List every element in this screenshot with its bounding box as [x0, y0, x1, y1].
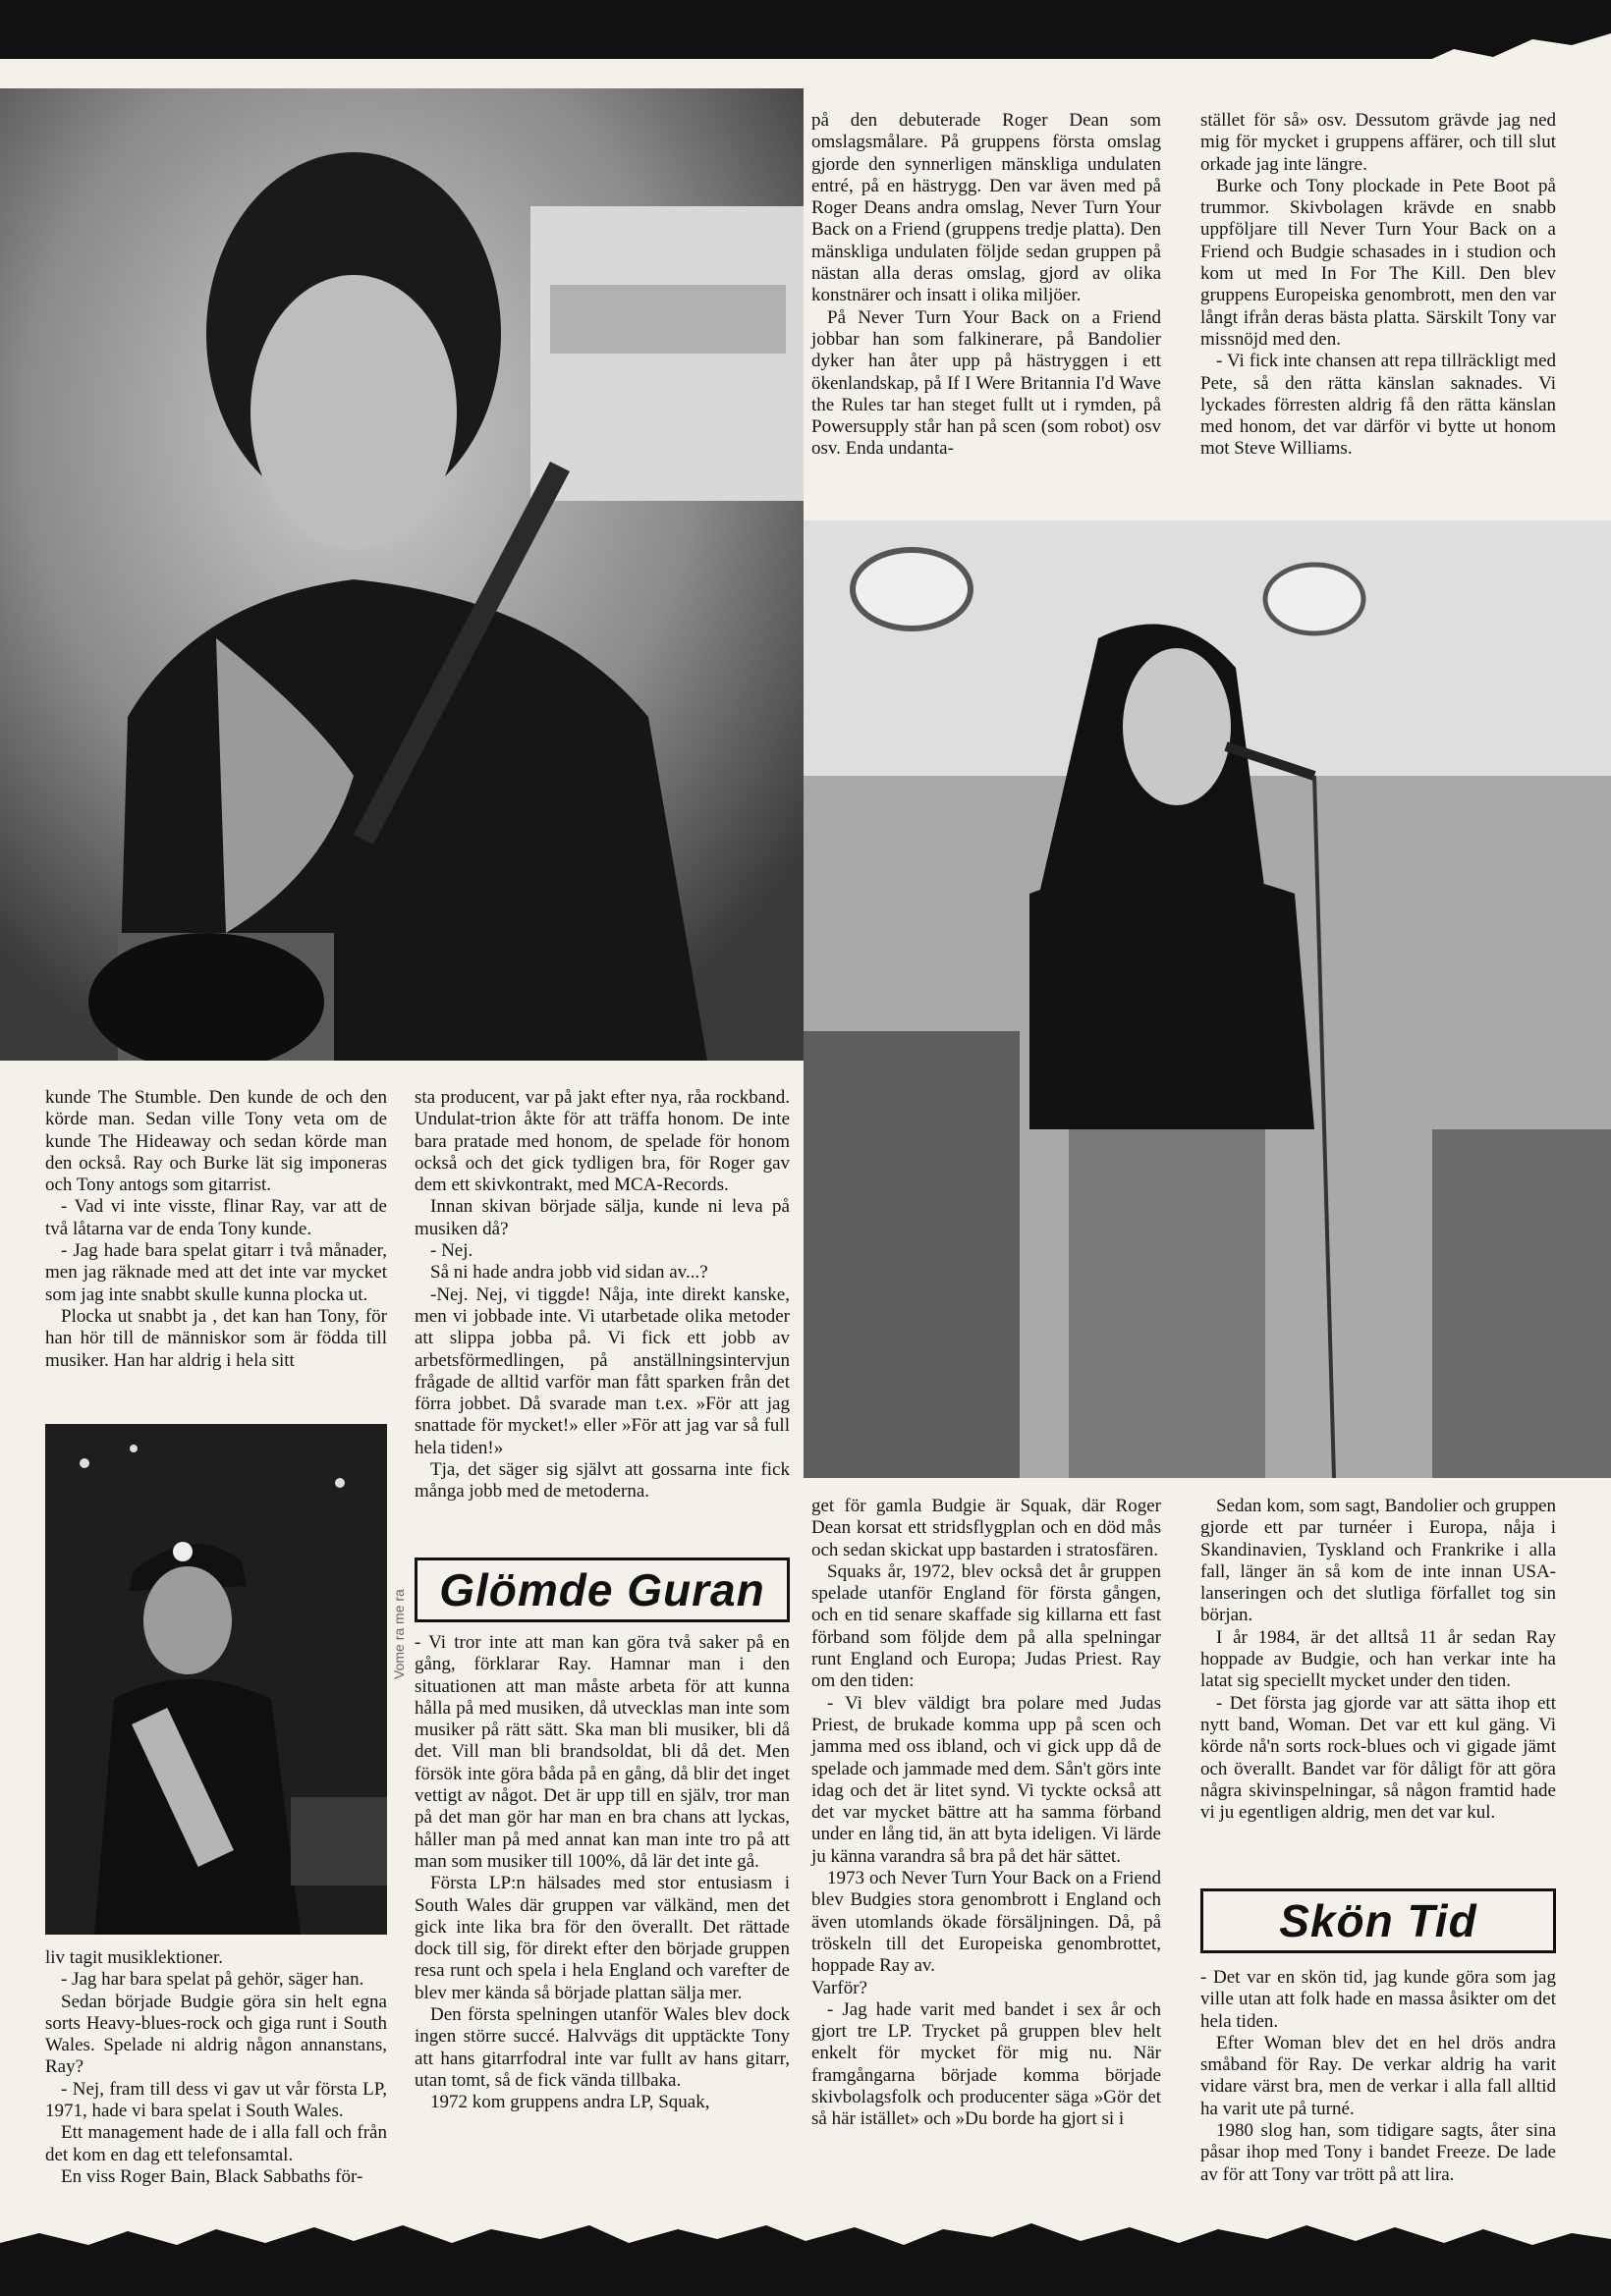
paragraph: get för gamla Budgie är Squak, där Roger Dean korsat ett stridsflygplan och en död mås och sedan skickat upp bastarden i stratosfären.: [811, 1496, 1161, 1560]
guitarist-photo-image: [0, 88, 804, 1061]
paragraph: - Nej, fram till dess vi gav ut vår första LP, 1971, hade vi bara spelat i South Wales.: [45, 2078, 387, 2122]
paragraph: liv tagit musiklektioner.: [45, 1947, 224, 1968]
paragraph: - Jag hade varit med bandet i sex år och gjort tre LP. Trycket på gruppen blev helt enkelt för mycket för mig nu. När framgångarna började komma började skivbolagsfolk och producenter säga »Gör det så här istället» och »Du borde ha gjort si i: [811, 1998, 1161, 2130]
column-top-middle: [811, 110, 1161, 461]
paragraph: sta producent, var på jakt efter nya, råa rockband. Undulat-trion åkte för att träffa honom. De inte bara pratade med honom, de spelade för honom också och det gick tydligen bra, för Roger gav dem ett skivkontrakt, med MCA-Records.: [415, 1087, 790, 1196]
column-middle-lower: [415, 1632, 790, 2114]
column-right-b-lower: [1200, 1967, 1556, 2186]
paragraph: I år 1984, är det alltså 11 år sedan Ray hoppade av Budgie, och han verkar inte ha latat sig speciellt mycket under den tiden.: [1200, 1626, 1556, 1692]
paragraph: 1980 slog han, som tidigare sagts, åter sina påsar ihop med Tony i bandet Freeze. De lade av för att Tony var trött på att lira.: [1200, 2120, 1556, 2185]
paragraph: på den debuterade Roger Dean som omslagsmålare. På gruppens första omslag gjorde den synnerligen mänskliga undulaten entré, på en hästrygg. Den var även med på Roger Deans andra omslag, Never Turn Your Back on a Friend (gruppens tredje platta). Den mänskliga undulaten följde sedan gruppen på nästan alla deras omslag, gjord av olika konstnärer och insatt i olika miljöer.: [811, 110, 1161, 306]
paragraph: - Jag hade bara spelat gitarr i två månader, men jag räknade med att det inte var mycket som jag inte snabbt skulle kunna plocka ut.: [45, 1240, 387, 1305]
paragraph: Plocka ut snabbt ja , det kan han Tony, för han hör till de människor som är födda till musiker. Han har aldrig i hela sitt: [45, 1305, 387, 1371]
paragraph: - Nej.: [430, 1240, 473, 1262]
paragraph: -Nej. Nej, vi tiggde! Nåja, inte direkt kanske, men vi jobbade inte. Vi utarbetade olika metoder att slippa jobba på. Vi fick ett jobb av arbetsförmedlingen, på anställningsintervjun frågade de alltid varför man fått sparken från det förra jobbet. Då svarade man t.ex. »För att jag snattade för mycket!» eller »För att jag var så full hela tiden!»: [415, 1284, 790, 1458]
paragraph: kunde The Stumble. Den kunde de och den körde man. Sedan ville Tony veta om de kunde The Hideaway och sedan körde man den också. Ray och Burke lät sig imponeras och Tony antogs som gitarrist.: [45, 1087, 387, 1196]
column-left-upper: [45, 1087, 387, 1372]
paragraph: En viss Roger Bain, Black Sabbaths för-: [61, 2165, 363, 2187]
paragraph: - Vi tror inte att man kan göra två saker på en gång, förklarar Ray. Hamnar man i den situationen att man måste arbeta för att kunna hålla på med musiken, då utvecklas man inte som musiker på rätt sätt. Ska man bli musiker, bli då det. Vill man bli brandsoldat, bli då det. Men försök inte göra båda på en gång, då blir det inget vettigt av något. Det är upp till en själv, tror man på det man gör har man en bra chans att lyckas, håller man på med annat kan man inte tro på att man som musiker till 100%, då lär det inte gå.: [415, 1632, 790, 1872]
paragraph: 1973 och Never Turn Your Back on a Friend blev Budgies stora genombrott i England och även utomlands ökade försäljningen. Då, på tröskeln till det Europeiska genombrottet, hoppade Ray av.: [811, 1868, 1161, 1977]
paragraph: - Det första jag gjorde var att sätta ihop ett nytt band, Woman. Det var ett kul gäng. Vi körde nå'n sorts rock-blues och vi gigade jämt och överallt. Bandet var för dåligt för att göra några skivinspelningar, så någon framtid hade vi ju egentligen aldrig, men det var kul.: [1200, 1692, 1556, 1824]
singer-photo-image: [804, 520, 1611, 1478]
hat-musician-photo-image: [45, 1424, 387, 1935]
paragraph: Burke och Tony plockade in Pete Boot på trummor. Skivbolagen krävde en snabb uppföljare till Never Turn Your Back on a Friend och Budgie schasades in i studion och kom ut med In For The Kill. Den blev gruppens Europeiska genombrott, men den var långt ifrån deras bästa platta. Särskilt Tony var missnöjd med den.: [1200, 175, 1556, 350]
photo-credit: Vome ra me ra: [391, 1589, 407, 1679]
paragraph: Sedan kom, som sagt, Bandolier och gruppen gjorde ett par turnéer i Europa, nåja i Skandinavien, Tyskland och Frankrike i alla fall, länger än så kom de inte innan USA-lanseringen och det slutliga förfallet tog sin början.: [1200, 1496, 1556, 1626]
paragraph: - Vi blev väldigt bra polare med Judas Priest, de brukade komma upp på scen och jamma med oss ibland, och vi gick upp då de spelade och jammade med dem. Sån't görs inte idag och det är litet synd. Vi tyckte också att det var mycket bättre att ha samma förband under en lång tid, än att byta ideligen. Vi lärde ju känna varandra så bra på det här sättet.: [811, 1692, 1161, 1867]
paragraph: Varför?: [811, 1977, 867, 1998]
heading-glomde-guran: Glömde Guran: [415, 1558, 790, 1622]
paragraph: Ett management hade de i alla fall och från det kom en dag ett telefonsamtal.: [45, 2122, 387, 2165]
paragraph: - Jag har bara spelat på gehör, säger han.: [61, 1969, 364, 1991]
photo-singer: [804, 520, 1611, 1478]
column-left-lower: [45, 1947, 387, 2188]
paragraph: Efter Woman blev det en hel drös andra småband för Ray. De verkar aldrig ha varit vidare värst bra, men de verkar i alla fall alltid ha varit ute på turné.: [1200, 2032, 1556, 2119]
photo-guitarist: [0, 88, 804, 1061]
paragraph: - Vad vi inte visste, flinar Ray, var att de två låtarna var de enda Tony kunde.: [45, 1196, 387, 1239]
paragraph: - Det var en skön tid, jag kunde göra som jag ville utan att folk hade en massa åsikter om det hela tiden.: [1200, 1967, 1556, 2032]
page-number: 24: [10, 2251, 36, 2277]
column-right-a: [811, 1496, 1161, 2131]
paragraph: stället för så» osv. Dessutom grävde jag ned mig för mycket i gruppens affärer, och till slut orkade jag inte längre.: [1200, 110, 1556, 175]
paragraph: Första LP:n hälsades med stor entusiasm i South Wales där gruppen var välkänd, men det gick inte lika bra för den överallt. Det rättade dock till sig, för direkt efter den började gruppen resa runt och spela i hela England och varefter de blev mer kända så började plattan sälja mer.: [415, 1873, 790, 2003]
paragraph: På Never Turn Your Back on a Friend jobbar han som falkinerare, på Bandolier dyker han åter upp på hästryggen i ett ökenlandskap, på If I Were Britannia I'd Wave the Rules tar han steget fullt ut i rymden, på Powersupply står han på scen (som robot) osv osv. Enda undanta-: [811, 306, 1161, 460]
heading-skon-tid: Skön Tid: [1200, 1888, 1556, 1953]
paragraph: Innan skivan började sälja, kunde ni leva på musiken då?: [415, 1196, 790, 1239]
photo-hat-musician: [45, 1424, 387, 1935]
paragraph: Tja, det säger sig självt att gossarna inte fick många jobb med de metoderna.: [415, 1459, 790, 1503]
paragraph: Sedan började Budgie göra sin helt egna sorts Heavy-blues-rock och giga runt i South Wales. Spelade ni aldrig någon annanstans, Ray?: [45, 1991, 387, 2078]
paragraph: Så ni hade andra jobb vid sidan av...?: [430, 1262, 708, 1284]
paragraph: Squaks år, 1972, blev också det år gruppen spelade utanför England för första gången, och en tid senare skaffade sig killarna ett fast förband som följde dem på alla spelningar runt England och Europa; Judas Priest. Ray om den tiden:: [811, 1560, 1161, 1692]
paragraph: Den första spelningen utanför Wales blev dock ingen större succé. Halvvägs dit upptäckte Tony att hans gitarrfodral inte var fullt av hans gitarr, utan tomt, så de fick vända tillbaka.: [415, 2004, 790, 2091]
paragraph: - Vi fick inte chansen att repa tillräckligt med Pete, så den rätta känslan saknades. Vi lyckades förresten aldrig få den rätta känslan med honom, det var därför vi bytte ut honom mot Steve Williams.: [1200, 351, 1556, 460]
column-middle-upper: [415, 1087, 790, 1503]
column-right-b-upper: [1200, 1496, 1556, 1824]
torn-paper-bottom-edge: [0, 2200, 1611, 2296]
paragraph: 1972 kom gruppens andra LP, Squak,: [430, 2092, 710, 2113]
column-top-right: [1200, 110, 1556, 461]
